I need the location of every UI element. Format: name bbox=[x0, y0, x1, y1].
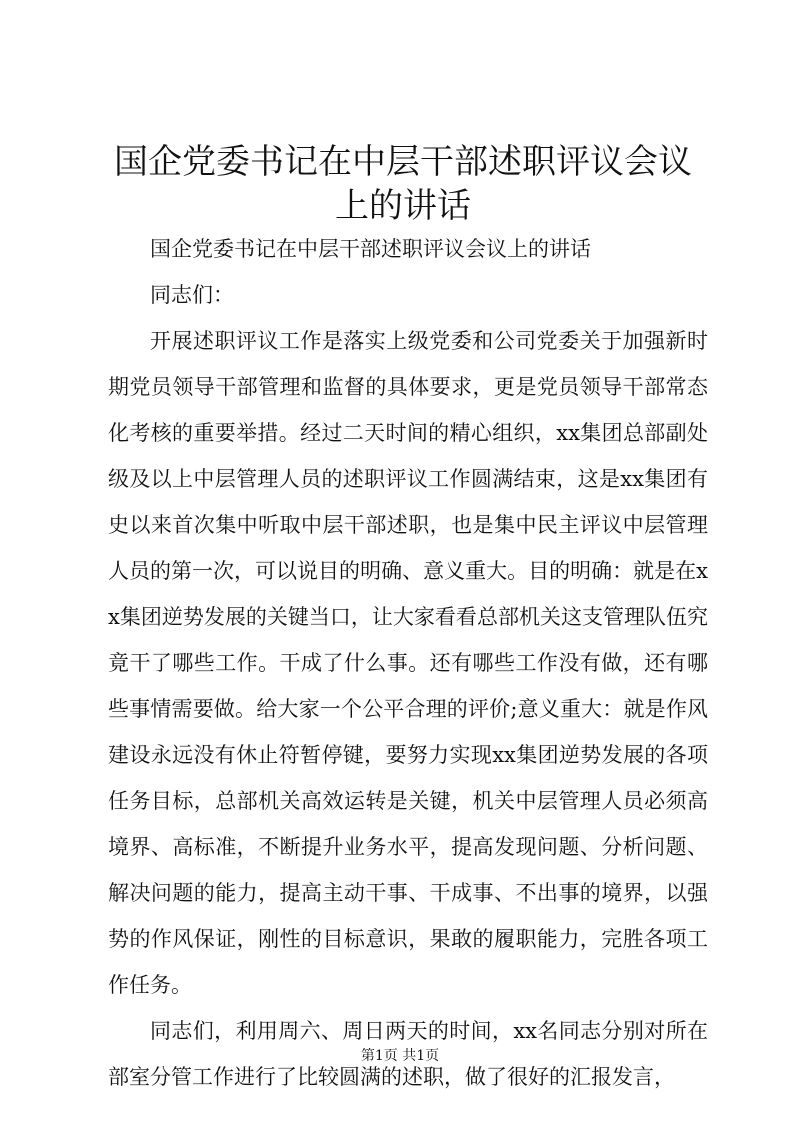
body-paragraph: 同志们，利用周六、周日两天的时间，xx名同志分别对所在部室分管工作进行了比较圆满的述职，做了很好的汇报发言， bbox=[108, 1019, 708, 1089]
body-paragraph: 开展述职评议工作是落实上级党委和公司党委关于加强新时期党员领导干部管理和监督的具体要求，更是党员领导干部常态化考核的重要举措。经过二天时间的精心组织，xx集团总部副处级及以上中层管理人员的述职评议工作圆满结束，这是xx集团有史以来首次集中听取中层干部述职，也是集中民主评议中层管理人员的第一次，可以说目的明确、意义重大。目的明确：就是在xx集团逆势发展的关键当口，让大家看看总部机关这支管理队伍究竟干了哪些工作。干成了什么事。还有哪些工作没有做，还有哪些事情需要做。给大家一个公平合理的评价;意义重大：就是作风建设永远没有休止符暂停键，要努力实现xx集团逆势发展的各项任务目标，总部机关高效运转是关键，机关中层管理人员必须高境界、高标准，不断提升业务水平，提高发现问题、分析问题、解决问题的能力，提高主动干事、干成事、不出事的境界，以强势的作风保证，刚性的目标意识，果敢的履职能力，完胜各项工作任务。 bbox=[108, 329, 708, 997]
salutation-paragraph: 同志们： bbox=[150, 283, 234, 307]
subtitle-paragraph: 国企党委书记在中层干部述职评议会议上的讲话 bbox=[150, 237, 591, 261]
document-body bbox=[108, 226, 708, 1100]
document-title: 国企党委书记在中层干部述职评议会议上的讲话 bbox=[114, 142, 692, 226]
page-footer: 第1页 共1页 bbox=[360, 1048, 440, 1064]
